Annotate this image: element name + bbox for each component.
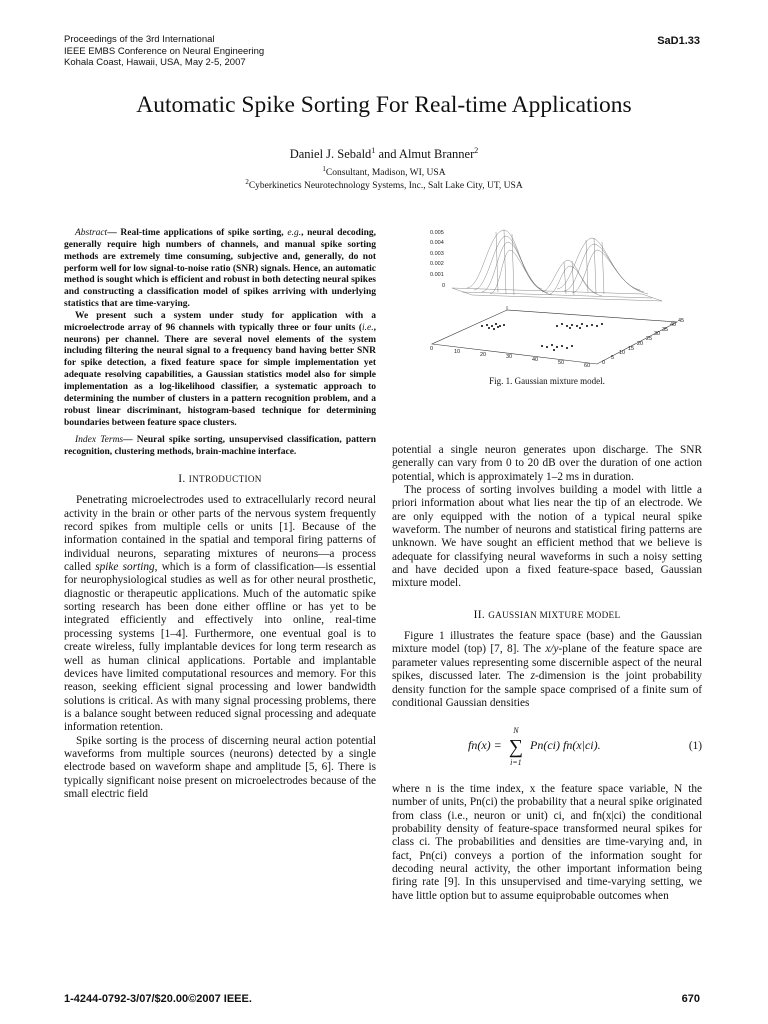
index-terms-label: Index Terms bbox=[75, 435, 124, 446]
equation-1 bbox=[392, 724, 702, 769]
affiliation bbox=[0, 165, 768, 178]
z-tick: 0.001 bbox=[430, 272, 444, 278]
paragraph-math: z bbox=[530, 670, 535, 683]
paragraph bbox=[64, 494, 376, 734]
left-column bbox=[64, 228, 376, 801]
aff-sup: 2 bbox=[245, 178, 249, 186]
footer-isbn: 1-4244-0792-3/07/$20.00©2007 IEEE. bbox=[64, 993, 252, 1005]
abstract bbox=[64, 228, 376, 459]
surface-mesh bbox=[452, 230, 662, 301]
paragraph-text: -plane of the feature space are parameter values representing some discernible aspect of the neural spikes, discussed later. The bbox=[392, 643, 702, 683]
feature-scatter bbox=[481, 323, 603, 351]
paragraph-em: spike sorting bbox=[95, 561, 155, 574]
sum-symbol: ∑ bbox=[508, 735, 524, 758]
abstract-em: i.e. bbox=[362, 322, 374, 333]
x-tick: 20 bbox=[480, 352, 487, 358]
paper-title: Automatic Spike Sorting For Real-time Applications bbox=[136, 92, 632, 118]
conference-line: IEEE EMBS Conference on Neural Engineering bbox=[64, 45, 265, 57]
aff-sup: 1 bbox=[322, 165, 326, 173]
x-tick: 10 bbox=[454, 349, 461, 355]
author-name: Almut Branner bbox=[398, 147, 475, 162]
equation-rhs: Pn(ci) fn(x|ci). bbox=[530, 738, 601, 753]
affiliation bbox=[0, 178, 768, 191]
author-sup: 1 bbox=[371, 146, 376, 155]
session-code: SaD1.33 bbox=[657, 35, 700, 47]
base-box bbox=[432, 306, 677, 364]
paragraph: potential a single neuron generates upon discharge. The SNR generally can vary from 0 to 20 dB over the duration of one action potential, which is approximately 1–2 ms in duration. bbox=[392, 444, 702, 483]
author-and: and bbox=[375, 147, 399, 162]
abstract-text: — Real-time applications of spike sorting, bbox=[107, 228, 288, 238]
paragraph-math: x/y bbox=[545, 643, 559, 656]
z-tick: 0 bbox=[442, 283, 446, 289]
figure-caption: Fig. 1. Gaussian mixture model. bbox=[489, 376, 605, 386]
paragraph: Spike sorting is the process of discerning neural action potential waveforms from multiple sources (neurons) detected by a single electrode based on waveform shape and amplitude [5, 6]. There is typically significant noise present on microelectrodes because of the small electric field bbox=[64, 734, 376, 800]
abstract-text: We present such a system under study for application with a microelectrode array of 96 channels with typically three or four units ( bbox=[64, 310, 376, 333]
abstract-label: Abstract bbox=[75, 228, 108, 238]
section-title: GAUSSIAN MIXTURE MODEL bbox=[488, 609, 621, 620]
conference-line: Proceedings of the 3rd International bbox=[64, 34, 215, 45]
y-tick: 45 bbox=[678, 318, 685, 324]
paragraph bbox=[392, 630, 702, 710]
y-tick: 30 bbox=[654, 331, 661, 337]
y-tick: 15 bbox=[628, 346, 635, 352]
paragraph-text: Penetrating microelectrodes used to extracellularly record neural activity in the brain or other parts of the nervous system frequently record spikes from multiple cells or units [1]. Because of the information contained in the spatial and temporal firing patterns of individual neurons, separating mixtures of neurons—a process called bbox=[64, 494, 376, 574]
paragraph-text: , which is a form of classification—is essential for neurophysiological studies as well as for other neural prosthetic, diagnostic or therapeutic applications. Much of the automatic spike sorting research has been done either offline or has yet to be integrated efficiently and effectively into online, real-time processing systems [1–4]. Furthermore, one eventual goal is to create wireless, fully implantable devices for long term research as well as human clinical applications. Portable and implantable devices have limited computational resources and memory. For this reason, seeking efficient signal processing and lower bandwidth solutions is critical. As with many signal processing problems, there is a balance sought between reduced signal processing and adequate information retention. bbox=[64, 561, 376, 734]
paragraph: The process of sorting involves building a model with little a priori information about what lies near the tip of an electrode. We are only equipped with the notion of a typical neural spike waveform. The number of neurons and statistical firing patterns are unknown. We have sought an efficient method that we believe is adequate for classifying neural waveforms in such a noisy setting and have decided upon a fixed feature-space based, Gaussian mixture model. bbox=[392, 484, 702, 590]
paragraph: where n is the time index, x the feature space variable, N the number of units, Pn(ci) the probability that a neural spike originated from class (i.e., neuron or unit) ci, and fn(x|ci) the conditional probability density of feature-space transformed neural spikes for class ci. The probabilities and densities are time-varying and, in fact, Pn(ci) conveys a portion of the information sought for decoding neural activity, the other important information being firing rate [9]. In this unsupervised and time-varying setting, we have little option but to assume equiprobable outcomes when bbox=[392, 782, 702, 902]
author-name: Daniel J. Sebald bbox=[289, 147, 372, 162]
section-heading bbox=[64, 473, 376, 486]
equation-body bbox=[468, 724, 601, 769]
abstract-text: , neural decoding, generally require high numbers of channels, and manual spike sorting methods are extremely time consuming, subjective and, generally, do not perform well for low signal-to-noise ratio (SNR) signals. Hence, an automatic method is sought which is efficient and robust in both detecting neural spikes and constructing a classification model of spikes arriving with underlying statistics that are time-varying. bbox=[64, 228, 376, 310]
y-tick: 0 bbox=[602, 360, 606, 366]
abstract-text: , neurons) per channel. There are several novel elements of the system including filtering the neural signal to a frequency band having better SNR for spike detection, a fixed feature space for simple implementation yet adequate resolving capabilities, a Gaussian statistics model also for simple implementation as a log-likelihood classifier, a systematic approach to determining the number of clusters in a pattern recognition problem, and a robust linear discriminant, histogram-based technique for determining boundaries between feature space clusters. bbox=[64, 322, 376, 428]
x-tick: 0 bbox=[430, 346, 434, 352]
y-tick: 5 bbox=[611, 355, 615, 361]
equation-lhs: fn(x) = bbox=[468, 738, 502, 753]
page-number: 670 bbox=[681, 993, 700, 1005]
paragraph-text: Figure 1 illustrates the feature space (base) and the Gaussian mixture model (top) [7, 8]. The bbox=[392, 630, 702, 656]
z-tick: 0.004 bbox=[430, 240, 444, 246]
index-terms-text: — Neural spike sorting, unsupervised classification, pattern recognition, clustering methods, brain-machine interface. bbox=[64, 435, 376, 458]
x-tick: 40 bbox=[532, 357, 539, 363]
abstract-em: e.g. bbox=[287, 228, 302, 238]
y-tick: 35 bbox=[662, 327, 669, 333]
author-line bbox=[0, 146, 768, 162]
y-tick: 25 bbox=[646, 336, 653, 342]
aff-text: Consultant, Madison, WI, USA bbox=[325, 168, 446, 179]
y-tick: 10 bbox=[619, 350, 626, 356]
section-title: INTRODUCTION bbox=[188, 474, 262, 485]
x-tick: 60 bbox=[584, 363, 591, 369]
sum-upper: N bbox=[513, 726, 519, 736]
section-heading bbox=[392, 609, 702, 622]
paragraph-text: -dimension is the joint probability density function for the sample space comprised of a finite sum of conditional Gaussian densities bbox=[392, 670, 703, 709]
summation bbox=[509, 724, 523, 769]
conference-line: Kohala Coast, Hawaii, USA, May 2-5, 2007 bbox=[64, 57, 246, 68]
gaussian-mixture-figure bbox=[392, 222, 702, 394]
aff-text: Cyberkinetics Neurotechnology Systems, Inc., Salt Lake City, UT, USA bbox=[248, 181, 523, 192]
sum-lower: i=1 bbox=[510, 757, 522, 767]
author-sup: 2 bbox=[474, 146, 479, 155]
right-column bbox=[392, 444, 702, 903]
z-tick: 0.005 bbox=[430, 230, 444, 236]
x-tick: 30 bbox=[506, 354, 513, 360]
y-tick: 40 bbox=[670, 322, 677, 328]
z-tick: 0.003 bbox=[430, 251, 444, 257]
conference-info bbox=[64, 34, 264, 69]
x-tick: 50 bbox=[558, 360, 565, 366]
y-tick: 20 bbox=[637, 341, 644, 347]
z-tick: 0.002 bbox=[430, 261, 444, 267]
equation-number: (1) bbox=[688, 739, 702, 752]
section-number: I. bbox=[178, 473, 189, 486]
section-number: II. bbox=[473, 608, 489, 621]
